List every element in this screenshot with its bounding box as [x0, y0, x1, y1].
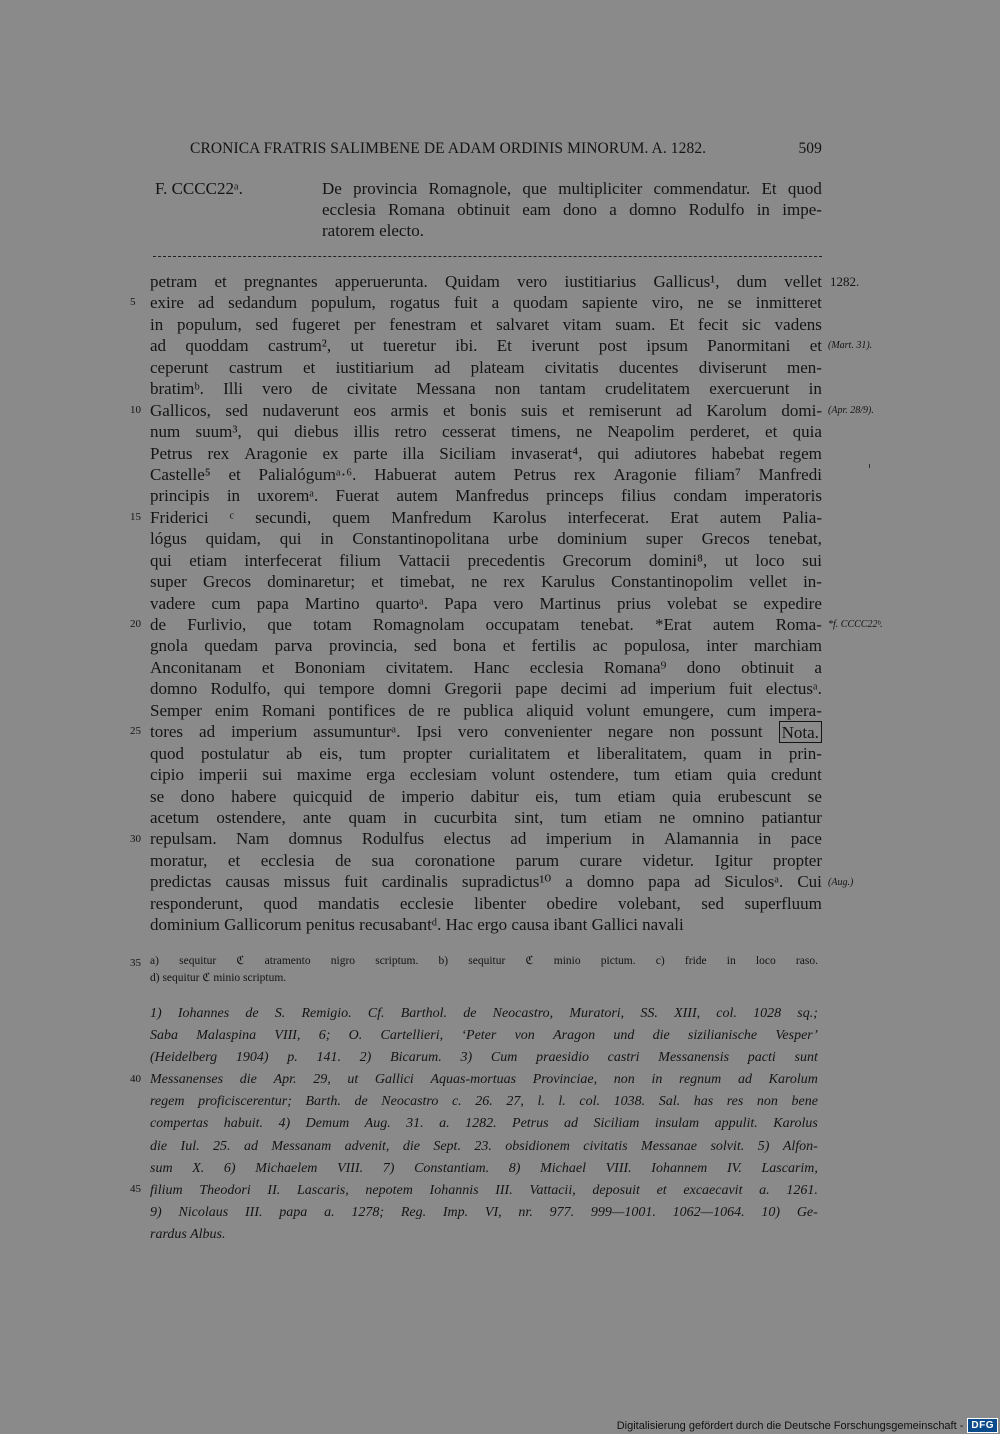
text-line: quod postulatur ab eis, tum propter curialitatem et liberalitatem, quam in prin- — [150, 743, 822, 763]
text-line: responderunt, quod mandatis ecclesie libenter obedire volebant, sed superfluum — [150, 893, 822, 913]
margin-date: (Aug.) — [828, 876, 854, 888]
text-line: cipio imperii sui maxime erga ecclesiam volunt ostendere, tum etiam quia credunt — [150, 765, 822, 785]
text-line: repulsam. Nam domnus Rodulfus electus ad imperium in Alamannia in pace — [150, 829, 822, 849]
text-line: dominium Gallicorum penitus recusabantᵈ. Hac ergo causa ibant Gallici navali — [150, 915, 684, 935]
running-title: CRONICA FRATRIS SALIMBENE DE ADAM ORDINIS MINORUM. A. 1282. — [190, 140, 707, 157]
critical-apparatus — [150, 953, 818, 987]
text-line: exire ad sedandum populum, rogatus fuit a quodam sapiente viro, ne se inmitteret — [150, 293, 822, 313]
credit-text: Digitalisierung gefördert durch die Deutsche Forschungsgemeinschaft - — [616, 1419, 964, 1432]
text-line: qui etiam interfecerat filium Vattacii precedentis Grecorum domini⁸, ut loco sui — [150, 550, 822, 570]
text-line: gnola quedam parva provincia, sed bona et fertilis ac populosa, inter marchiam — [150, 636, 822, 656]
nota-marker: Nota. — [779, 721, 822, 742]
text-line: domno Rodulfo, qui tempore domni Gregorii pape decimi ad imperium fuit electusᵃ. — [150, 679, 822, 699]
heading-divider — [153, 256, 822, 257]
text-line: petram et pregnantes apperuerunta. Quidam vero iustitiarius Gallicus¹, dum vellet — [150, 272, 822, 291]
line-number: 15 — [130, 510, 141, 523]
text-line: acetum ostendere, ante quam in cucurbita sint, tum etiam ne omnino patiantur — [150, 807, 822, 827]
heading-line: ratorem electo. — [322, 221, 424, 240]
footnote-line: 9) Nicolaus III. papa a. 1278; Reg. Imp. VI, nr. 977. 999—1001. 1062—1064. 10) Ge- — [150, 1204, 818, 1220]
line-number: 25 — [130, 725, 141, 738]
text-line: num suum³, qui diebus illis retro cesserat timens, ne Neapolim perderet, et quia — [150, 422, 822, 442]
main-text — [150, 271, 822, 936]
apparatus-line: d) sequitur ℭ minio scriptum. — [150, 972, 287, 984]
text-line: in populum, sed fugeret per fenestram et salvaret vitam suam. Et fecit sic vadens — [150, 314, 822, 334]
line-number: 40 — [130, 1073, 141, 1085]
apparatus-line: a) sequitur ℭ atramento nigro scriptum. b) sequitur ℭ minio pictum. c) fride in loco raso. — [150, 955, 818, 967]
line-number: 45 — [130, 1183, 141, 1195]
heading-line: De provincia Romagnole, que multipliciter commendatur. Et quod — [322, 179, 822, 198]
footnote-line: regem proficiscerentur; Barth. de Neocastro c. 26. 27, l. l. col. 1038. Sal. has res non bene — [150, 1094, 818, 1110]
footnotes — [150, 1003, 818, 1246]
footnote-line: (Heidelberg 1904) p. 141. 2) Bicarum. 3) Cum praesidio castri Messanensis pacti sunt — [150, 1050, 818, 1066]
dfg-logo: DFG — [967, 1418, 998, 1433]
text-line: tores ad imperium assumunturᵃ. Ipsi vero convenienter negare non possunt Nota. — [150, 721, 822, 742]
margin-folio: *f. CCCC22ᵇ. — [828, 619, 883, 631]
footnote-line: Messanenses die Apr. 29, ut Gallici Aquas-mortuas Provinciae, non in regnum ad Karolum — [150, 1072, 818, 1088]
text-line: lógus quidam, qui in Constantinopolitana urbe dominium super Grecos tenebat, — [150, 529, 822, 549]
line-number: 5 — [130, 296, 136, 309]
heading-line: ecclesia Romana obtinuit eam dono a domno Rodulfo in impe- — [322, 200, 822, 219]
text-line: Semper enim Romani pontifices de re publica aliquid volunt emungere, cum impera- — [150, 700, 822, 720]
line-number: 20 — [130, 618, 141, 631]
footnote-line: rardus Albus. — [150, 1226, 226, 1242]
text-line: Anconitanam et Bononiam civitatem. Hanc ecclesia Romana⁹ dono obtinuit a — [150, 657, 822, 677]
text-line: predictas causas missus fuit cardinalis supradictus¹⁰ a domno papa ad Siculosᵃ. Cui — [150, 872, 822, 892]
margin-mark — [869, 464, 870, 468]
footnote-line: die Iul. 25. ad Messanam advenit, die Sept. 23. obsidionem civitatis Messanae solvit. 5) Alfon- — [150, 1138, 818, 1154]
text-line: Friderici ᶜ secundi, quem Manfredum Karolus interfecerat. Erat autem Palia- — [150, 507, 822, 527]
text-line: Castelle⁵ et Palialógumᵃ·⁶. Habuerat autem Petrus rex Aragonie filiam⁷ Manfredi — [150, 464, 822, 484]
funding-credit — [607, 1417, 1000, 1434]
text-line: Petrus rex Aragonie ex parte illa Siciliam invaserat⁴, qui adiutores habebat regem — [150, 443, 822, 463]
margin-year: 1282. — [830, 274, 860, 289]
text-line: vadere cum papa Martino quartoᵃ. Papa vero Martinus prius volebat se expedire — [150, 593, 822, 613]
chapter-heading-text — [322, 178, 822, 241]
text-line: se dono habere quicquid de imperio dabitur eis, tum etiam quia erubescunt se — [150, 786, 822, 806]
line-number: 30 — [130, 832, 141, 845]
footnote-line: Saba Malaspina VIII, 6; O. Cartellieri, ‘Peter von Aragon und die sizilianische Vesper’ — [150, 1028, 818, 1044]
text-line: Gallicos, sed nudaverunt eos armis et bonis suis et remiserunt ad Karolum domi- — [150, 400, 822, 420]
text-line: moratur, et ecclesia de sua coronatione parum curare videtur. Igitur propter — [150, 850, 822, 870]
footnote-line: compertas habuit. 4) Demum Aug. 31. a. 1282. Petrus ad Siciliam insulam appulit. Karolus — [150, 1116, 818, 1132]
chapter-sigil: F. CCCC22ᵃ. — [155, 179, 243, 198]
text-line: ceperunt castrum et iustitiarium ad plateam civitatis ducentes diviserunt men- — [150, 357, 822, 377]
text-line: bratimᵇ. Illi vero de civitate Messana non tantam crudelitatem exercuerunt in — [150, 379, 822, 399]
chapter-heading — [155, 178, 822, 241]
text-line: super Grecos dominaretur; et timebat, ne rex Karulus Constantinopolim vellet in- — [150, 572, 822, 592]
margin-date: (Mart. 31). — [828, 340, 873, 352]
margin-date: (Apr. 28/9). — [828, 404, 874, 416]
text-line: principis in uxoremᵃ. Fuerat autem Manfredus princeps filius condam imperatoris — [150, 486, 822, 506]
footnote-line: 1) Iohannes de S. Remigio. Cf. Barthol. de Neocastro, Muratori, SS. XIII, col. 1028 sq.; — [150, 1006, 818, 1021]
running-head — [190, 140, 822, 158]
page-number: 509 — [798, 140, 822, 157]
footnote-line: sum X. 6) Michaelem VIII. 7) Constantiam. 8) Michael VIII. Iohannem IV. Lascarim, — [150, 1160, 818, 1176]
footnote-line: filium Theodori II. Lascaris, nepotem Iohannis III. Vattacii, deposuit et excaecavit a. 1261. — [150, 1182, 818, 1198]
line-number: 35 — [130, 957, 141, 969]
text-line: de Furlivio, que totam Romagnolam occupatam tenebat. *Erat autem Roma- — [150, 615, 822, 634]
line-number: 10 — [130, 403, 141, 416]
text-line: ad quoddam castrum², ut tueretur ibi. Et iverunt post ipsum Panormitani et — [150, 336, 822, 356]
